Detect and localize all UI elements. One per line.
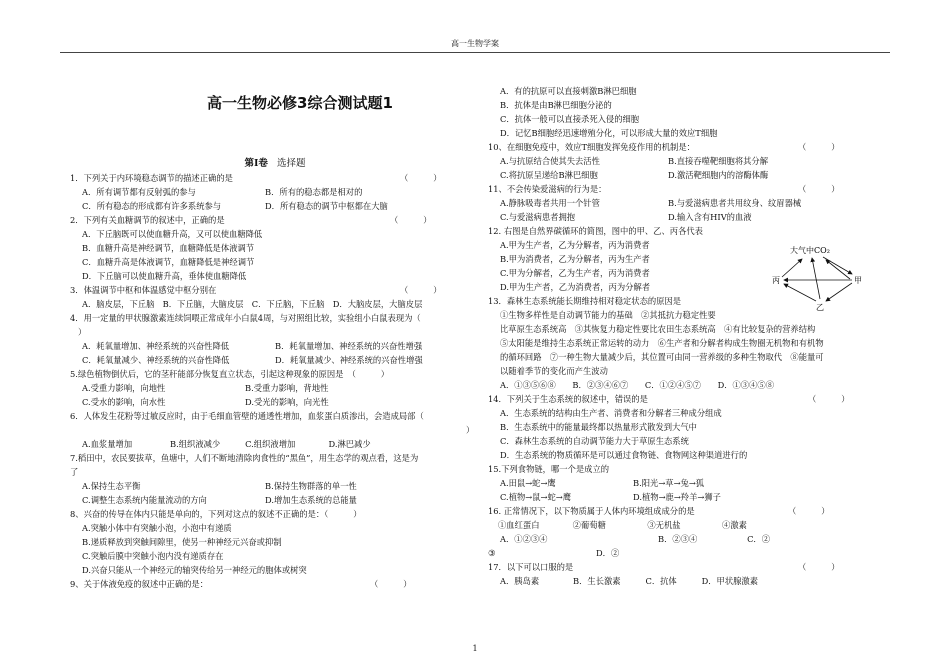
left-line [70,549,490,563]
left-line [70,577,490,591]
question-text: ） [466,425,475,435]
option-text: B.受重力影响，背地性 [245,383,329,393]
right-line [488,126,888,140]
question-text: C.突触后膜中突触小泡内没有递质存在 [82,551,224,561]
option-text: D.受光的影响，向光性 [245,397,329,407]
right-line [488,406,888,420]
option-text: （ ） [798,184,840,194]
right-line [488,84,888,98]
page-number: 1 [472,644,478,653]
question-text: 以随着季节的变化而产生波动 [500,366,608,376]
question-text: A．胰岛素 [500,576,540,586]
left-line [70,269,490,283]
question-text: D．生态系统的物质循环是可以通过食物链、食物网这种渠道进行的 [500,450,748,460]
page-header: 高一生物学案 [451,39,499,48]
diagram-label-yi: 乙 [816,303,824,312]
question-text: B．抗体是由B淋巴细胞分泌的 [500,100,612,110]
question-text: 13．森林生态系统能长期维持相对稳定状态的原因是 [488,296,682,306]
right-line [488,336,888,350]
question-text: A．①②③④ [500,534,548,544]
left-line [70,465,490,479]
question-text: A.与抗原结合使其失去活性 [500,156,600,166]
right-line [488,546,888,560]
option-text: D．所有稳态的调节中枢都在大脑 [265,201,388,211]
right-line [488,224,888,238]
left-line [70,563,490,577]
right-line [488,168,888,182]
question-text: C．森林生态系统的自动调节能力大于草原生态系统 [500,436,689,446]
option-text: D.激活靶细胞内的溶酶体酶 [668,170,769,180]
left-line [70,311,490,325]
question-text: A.甲为生产者，乙为分解者，丙为消费者 [500,240,650,250]
option-text: （ ） [400,285,442,295]
option-text: D．耗氧量减少、神经系统的兴奋性增强 [275,355,423,365]
option-text: （ ） [788,506,830,516]
left-line [70,241,490,255]
question-text: C.受水的影响，向水性 [82,397,166,407]
right-line [488,364,888,378]
option-text: B．耗氧量增加、神经系统的兴奋性增强 [275,341,423,351]
right-line [488,392,888,406]
arrow-jia-to-co2 [826,260,850,279]
question-text: 2．下列有关血糖调节的叙述中，正确的是 [70,215,225,225]
question-text: C.调整生态系统内能量流动的方向 [82,495,207,505]
question-text: ⑤太阳能是维持生态系统正常运转的动力 ⑥生产者和分解者构成生物圈无机物和有机物 [500,338,824,348]
question-text: 8、兴奋的传导在体内只能是单向的，下列对这点的叙述不正确的是：（ ） [70,509,362,519]
question-text: 3．体温调节中枢和体温感觉中枢分别在 [70,285,217,295]
question-text: 14．下列关于生态系统的叙述中，错误的是 [488,394,648,404]
arrow-yi-to-co2 [812,258,820,299]
option-text: D．② [596,548,620,558]
question-text: A.血浆量增加 [82,439,133,449]
option-text: B．②③④ C．② [658,534,771,544]
left-line [70,535,490,549]
right-line [488,434,888,448]
diagram-label-jia: 甲 [854,276,862,285]
question-text: D.兴奋只能从一个神经元的轴突传给另一神经元的胞体或树突 [82,565,307,575]
left-line [70,213,490,227]
right-line [488,98,888,112]
right-line [488,154,888,168]
question-text: 的循环回路 ⑦一种生物大量减少后，其位置可由同一营养级的多种生物取代 ⑧能量可 [500,352,824,362]
right-line [488,574,888,588]
diagram-label-co2: 大气中CO₂ [790,246,830,255]
question-text: 9、关于体液免疫的叙述中正确的是： [70,579,209,589]
question-text: ①生物多样性是自动调节能力的基础 ②其抵抗力稳定性要 [500,310,716,320]
option-text: B．生长激素 C．抗体 D．甲状腺激素 [573,576,759,586]
question-text: 6．人体发生花粉等过敏反应时，由于毛细血管壁的通透性增加，血浆蛋白质渗出，会造成局部（ [70,411,424,421]
question-text: A．下丘脑既可以使血糖升高，又可以使血糖降低 [82,229,263,239]
option-text: B.组织液减少 C.组织液增加 D.淋巴减少 [170,439,371,449]
right-line [488,112,888,126]
question-text: D.甲为生产者，乙为消费者，丙为分解者 [500,282,651,292]
left-line [70,507,490,521]
right-line [488,504,888,518]
left-line [70,493,490,507]
question-text: 10、在细胞免疫中，效应T细胞发挥免疫作用的机制是： [488,142,695,152]
option-text: （ ） [390,215,432,225]
left-line [70,171,490,185]
question-text: 7.稻田中，农民要拔草，鱼塘中，人们不断地清除肉食性的“黑鱼”，用生态学的观点看，这是为 [70,453,419,463]
left-column [70,171,490,591]
question-text: C.植物→鼠→蛇→鹰 [500,492,572,502]
diagram-label-bing: 丙 [772,276,780,285]
right-line [488,182,888,196]
section-label: 第Ⅰ卷 [244,158,268,169]
option-text: B.直接吞噬靶细胞将其分解 [668,156,769,166]
option-text: B.阳光→草→兔→狐 [633,478,705,488]
option-text: B．所有的稳态都是相对的 [265,187,363,197]
right-line [488,560,888,574]
left-line [70,325,490,339]
left-line [70,409,490,423]
left-line [70,227,490,241]
left-line [70,199,490,213]
question-text: D．记忆B细胞经迅速增殖分化，可以形成大量的效应T细胞 [500,128,718,138]
question-text: A．①③⑤⑥⑧ B．②③④⑥⑦ C．①②④⑤⑦ D．①③④⑤⑧ [500,380,774,390]
question-text: 17．以下可以口服的是 [488,562,574,572]
section-heading [200,155,350,169]
question-text: A.受重力影响，向地性 [82,383,166,393]
option-text: B.保持生物群落的单一性 [265,481,357,491]
question-text: C.甲为分解者，乙为生产者，丙为消费者 [500,268,650,278]
right-line [488,350,888,364]
question-text: 4．用一定量的甲状腺激素连续饲喂正常成年小白鼠4周，与对照组比较，实验组小白鼠表现为（ [70,313,421,323]
question-text: A．耗氧量增加、神经系统的兴奋性降低 [82,341,230,351]
right-line [488,322,888,336]
question-text: C.与爱滋病患者拥抱 [500,212,576,222]
left-line [70,297,490,311]
option-text: （ ） [808,394,850,404]
right-line [488,448,888,462]
right-line [488,196,888,210]
right-line [488,420,888,434]
option-text: （ ） [400,173,442,183]
right-line [488,532,888,546]
arrow-bing-to-co2 [782,259,802,277]
arrow-co2-to-jia [823,257,852,274]
question-text: B.甲为消费者，乙为分解者，丙为生产者 [500,254,650,264]
question-text: C．抗体一般可以直接杀死入侵的细胞 [500,114,640,124]
right-column [488,84,888,588]
question-text: 1．下列关于内环境稳态调节的描述正确的是 [70,173,233,183]
question-text: 16. 正常情况下，以下物质属于人体内环境组成成分的是 [488,506,695,516]
question-text: ③ [488,548,496,558]
option-text: D.增加生态系统的总能量 [265,495,357,505]
left-line [70,185,490,199]
left-line [70,339,490,353]
question-text: 5.绿色植物倒伏后，它的茎秆能部分恢复直立状态，引起这种现象的原因是 （ ） [70,369,390,379]
arrow-yi-to-bing [784,284,816,301]
option-text: （ ） [370,579,412,589]
option-text: D.植物→鹿→羚羊→狮子 [633,492,721,502]
left-line [70,283,490,297]
question-text: 15.下列食物链，哪一个是成立的 [488,464,610,474]
left-line [70,381,490,395]
question-text: C.将抗原呈递给B淋巴细胞 [500,170,598,180]
question-text: A．有的抗原可以直接刺激B淋巴细胞 [500,86,637,96]
question-text: A．脑皮层，下丘脑 B．下丘脑，大脑皮层 C．下丘脑，下丘脑 D．大脑皮层，大脑皮层 [82,299,423,309]
question-text: C．耗氧量减少、神经系统的兴奋性降低 [82,355,230,365]
right-line [488,490,888,504]
question-text: B．生态系统中的能量最终都以热量形式散发到大气中 [500,422,697,432]
left-line [70,395,490,409]
question-text: A.静脉吸毒者共用一个针管 [500,198,600,208]
question-text: 比草原生态系统高 ③其恢复力稳定性要比农田生态系统高 ④有比较复杂的营养结构 [500,324,816,334]
question-text: A.田鼠→蛇→鹰 [500,478,556,488]
question-text: C．所有稳态的形成都有许多系统参与 [82,201,222,211]
left-line [70,353,490,367]
right-line [488,476,888,490]
question-text: ） [78,327,87,337]
left-line [70,479,490,493]
option-text: D.输入含有HIV的血液 [668,212,752,222]
section-name: 选择题 [277,158,306,169]
question-text: B．血糖升高是神经调节，血糖降低是体液调节 [82,243,255,253]
right-line [488,378,888,392]
right-line [488,210,888,224]
header-rule [60,52,890,53]
question-text: A.保持生态平衡 [82,481,141,491]
question-text: A.突触小体中有突触小泡，小泡中有递质 [82,523,232,533]
right-line [488,140,888,154]
question-text: A．所有调节都有反射弧的参与 [82,187,196,197]
question-text: D．下丘脑可以使血糖升高，垂体使血糖降低 [82,271,247,281]
left-line [70,451,490,465]
arrow-jia-to-yi [826,283,852,301]
left-line [70,437,490,451]
question-text: C．血糖升高是体液调节，血糖降低是神经调节 [82,257,255,267]
left-line [70,367,490,381]
option-text: B.与爱滋病患者共用纹身、纹眉器械 [668,198,802,208]
right-line [488,462,888,476]
question-text: A．生态系统的结构由生产者、消费者和分解者三种成分组成 [500,408,722,418]
question-text: 11、不会传染爱滋病的行为是： [488,184,607,194]
question-text: B.递质释放到突触间隙里，使另一种神经元兴奋或抑制 [82,537,282,547]
carbon-cycle-diagram [768,243,873,313]
document-title: 高一生物必修3综合测试题1 [207,94,393,112]
question-text: 了 [70,467,79,477]
left-line [70,255,490,269]
option-text: （ ） [798,142,840,152]
question-text: 12. 右图是自然界碳循环的简图，图中的甲、乙、丙各代表 [488,226,703,236]
left-line [70,423,490,437]
right-line [488,518,888,532]
left-line [70,521,490,535]
option-text: （ ） [798,562,840,572]
question-text: ①血红蛋白 ②葡萄糖 ③无机盐 ④激素 [498,520,747,530]
